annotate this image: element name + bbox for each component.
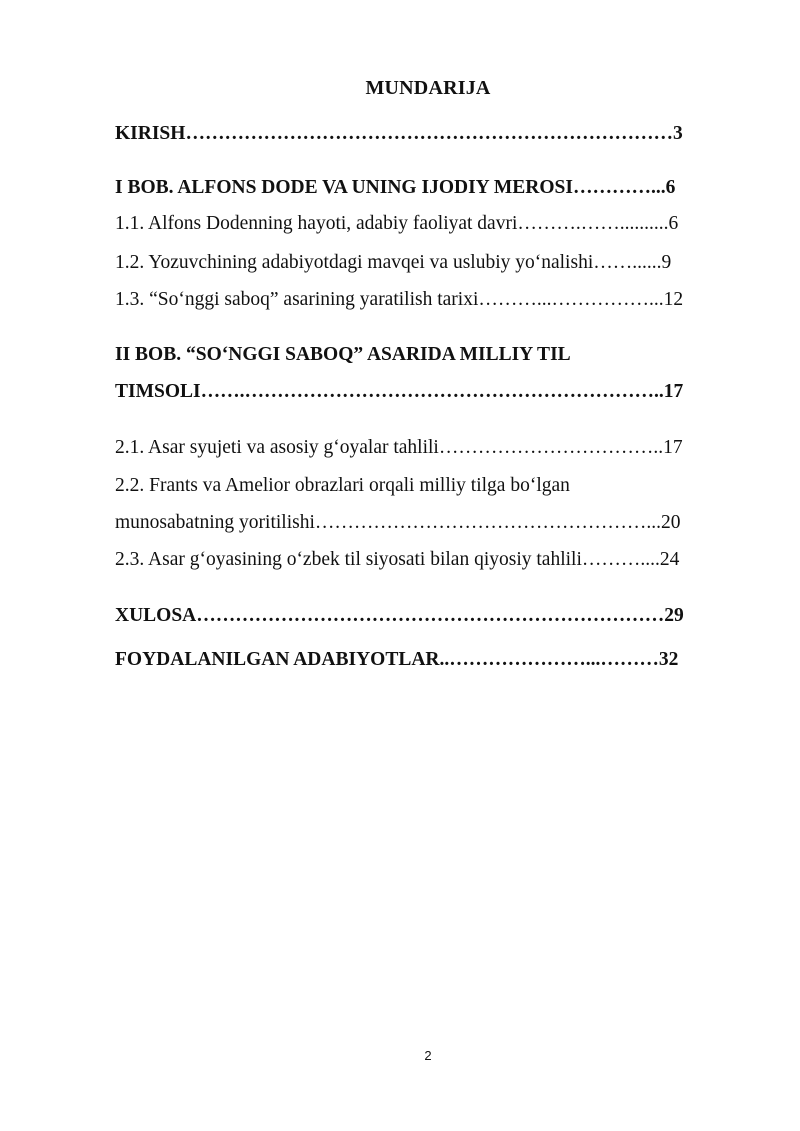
page-number: 2 — [424, 1048, 432, 1063]
toc-entry-chapter-2-line-1: II BOB. “SO‘NGGI SABOQ” ASARIDA MILLIY TIL — [115, 344, 571, 365]
toc-entry-section-2-2-line-2: munosabatning yoritilishi……………………………………………...20 — [115, 512, 681, 533]
toc-entry-section-1-1: 1.1. Alfons Dodenning hayoti, adabiy faoliyat davri……….……..........6 — [115, 213, 679, 234]
toc-entry-section-1-3: 1.3. “So‘nggi saboq” asarining yaratilish tarixi………...……………...12 — [115, 289, 684, 310]
page-title: MUNDARIJA — [365, 77, 491, 99]
toc-entry-kirish: KIRISH…………………………………………………………………3 — [115, 123, 683, 144]
toc-entry-section-2-2-line-1: 2.2. Frants va Amelior obrazlari orqali milliy tilga bo‘lgan — [115, 475, 570, 496]
toc-entry-foydalanilgan-adabiyotlar: FOYDALANILGAN ADABIYOTLAR..…………………...………32 — [115, 649, 679, 670]
toc-entry-section-2-1: 2.1. Asar syujeti va asosiy g‘oyalar tahlili……………………………..17 — [115, 437, 683, 458]
toc-entry-chapter-2-line-2: TIMSOLI…….………………………………………………………..17 — [115, 381, 684, 402]
toc-entry-chapter-1: I BOB. ALFONS DODE VA UNING IJODIY MEROSI…………...6 — [115, 177, 676, 198]
toc-entry-section-2-3: 2.3. Asar g‘oyasining o‘zbek til siyosati bilan qiyosiy tahlili………....24 — [115, 549, 680, 570]
toc-entry-section-1-2: 1.2. Yozuvchining adabiyotdagi mavqei va uslubiy yo‘nalishi……......9 — [115, 252, 672, 273]
toc-entry-xulosa: XULOSA………………………………………………………………29 — [115, 605, 684, 626]
